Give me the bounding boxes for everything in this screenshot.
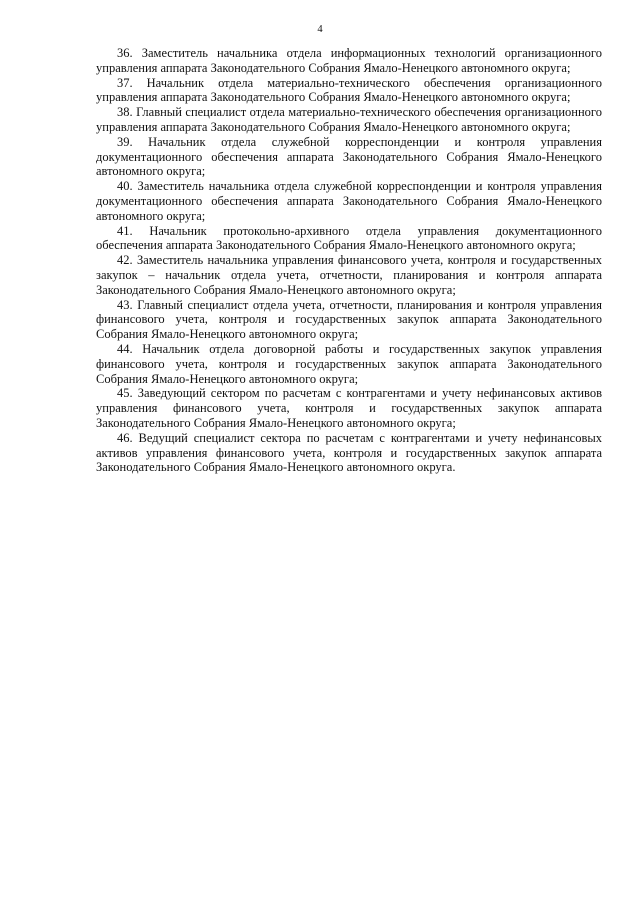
list-item-46: 46. Ведущий специалист сектора по расчетам с контрагентами и учету нефинансовых активов управления финансового учета, контроля и государственных закупок аппарата Законодательного Собрания Ямало-Ненецкого автономного округа.	[96, 430, 602, 475]
list-item-41: 41. Начальник протокольно-архивного отдела управления документационного обеспечения аппарата Законодательного Собрания Ямало-Ненецкого автономного округа;	[96, 223, 602, 253]
page-number: 4	[317, 24, 323, 35]
list-item-37: 37. Начальник отдела материально-технического обеспечения организационного управления аппарата Законодательного Собрания Ямало-Ненецкого автономного округа;	[96, 75, 602, 105]
list-item-45: 45. Заведующий сектором по расчетам с контрагентами и учету нефинансовых активов управления финансового учета, контроля и государственных закупок аппарата Законодательного Собрания Ямало-Ненецкого автономного округа;	[96, 386, 602, 430]
list-item-43: 43. Главный специалист отдела учета, отчетности, планирования и контроля управления финансового учета, контроля и государственных закупок аппарата Законодательного Собрания Ямало-Ненецкого автономного округа;	[96, 297, 602, 342]
list-item-39: 39. Начальник отдела служебной корреспонденции и контроля управления документационного обеспечения аппарата Законодательного Собрания Ямало-Ненецкого автономного округа;	[96, 134, 602, 179]
document-body	[96, 46, 602, 475]
list-item-40: 40. Заместитель начальника отдела служебной корреспонденции и контроля управления документационного обеспечения аппарата Законодательного Собрания Ямало-Ненецкого автономного округа;	[96, 179, 602, 223]
list-item-42: 42. Заместитель начальника управления финансового учета, контроля и государственных закупок – начальник отдела учета, отчетности, планирования и контроля аппарата Законодательного Собрания Ямало-Ненецкого автономного округа;	[96, 253, 602, 297]
list-item-38: 38. Главный специалист отдела материально-технического обеспечения организационного управления аппарата Законодательного Собрания Ямало-Ненецкого автономного округа;	[96, 105, 602, 134]
list-item-44: 44. Начальник отдела договорной работы и государственных закупок управления финансового учета, контроля и государственных закупок аппарата Законодательного Собрания Ямало-Ненецкого автономного округа;	[96, 341, 602, 386]
list-item-36: 36. Заместитель начальника отдела информационных технологий организационного управления аппарата Законодательного Собрания Ямало-Ненецкого автономного округа;	[96, 46, 602, 75]
